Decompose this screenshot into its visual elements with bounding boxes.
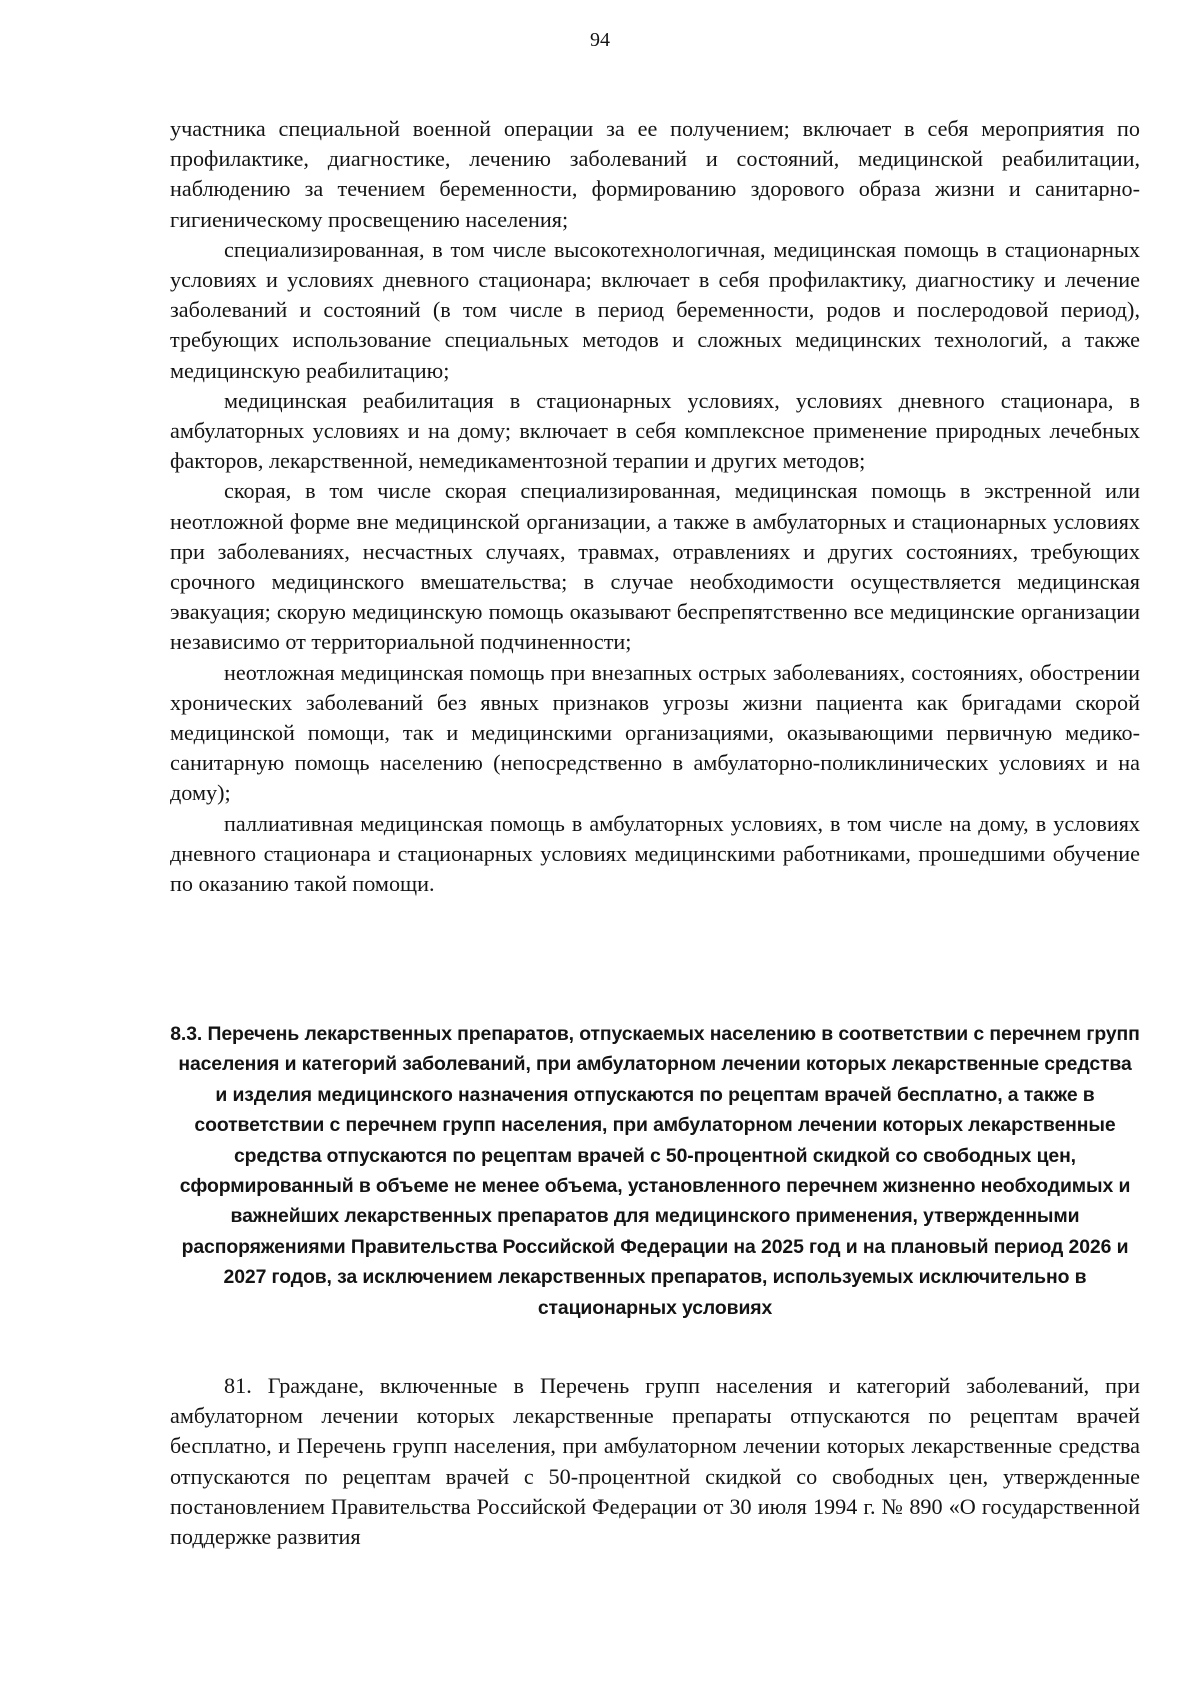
paragraph-emergency-care: скорая, в том числе скорая специализированная, медицинская помощь в экстренной или неотложной форме вне медицинской организации, а также в амбулаторных и стационарных условиях при заболеваниях, несчастных случаях, травмах, отравлениях и других состояниях, требующих срочного медицинского вмешательства; в случае необходимости осуществляется медицинская эвакуация; скорую медицинскую помощь оказывают беспрепятственно все медицинские организации независимо от территориальной подчиненности; — [170, 478, 1140, 655]
section-text — [170, 1371, 1140, 1552]
body-text — [170, 114, 1140, 899]
section-heading: 8.3. Перечень лекарственных препаратов, отпускаемых населению в соответствии с перечнем групп населения и категорий заболеваний, при амбулаторном лечении которых лекарственные средства и изделия медицинского назначения отпускаются по рецептам врачей бесплатно, а также в соответствии с перечнем групп населения, при амбулаторном лечении которых лекарственные средства отпускаются по рецептам врачей с 50-процентной скидкой со свободных цен, сформированный в объеме не менее объема, установленного перечнем жизненно необходимых и важнейших лекарственных препаратов для медицинского применения, утвержденными распоряжениями Правительства Российской Федерации на 2025 год и на плановый период 2026 и 2027 годов, за исключением лекарственных препаратов, используемых исключительно в стационарных условиях — [170, 1023, 1140, 1319]
page-number: 94 — [590, 29, 610, 51]
paragraph-rehabilitation: медицинская реабилитация в стационарных условиях, условиях дневного стационара, в амбулаторных условиях и на дому; включает в себя комплексное применение природных лечебных факторов, лекарственной, немедикаментозной терапии и других методов; — [170, 387, 1140, 474]
paragraph-81: 81. Граждане, включенные в Перечень групп населения и категорий заболеваний, при амбулаторном лечении которых лекарственные препараты отпускаются по рецептам врачей бесплатно, и Перечень групп населения, при амбулаторном лечении которых лекарственные средства отпускаются по рецептам врачей с 50-процентной скидкой со свободных цен, утвержденные постановлением Правительства Российской Федерации от 30 июля 1994 г. № 890 «О государственной поддержке развития — [170, 1373, 1140, 1550]
paragraph-palliative-care: паллиативная медицинская помощь в амбулаторных условиях, в том числе на дому, в условиях дневного стационара и стационарных условиях медицинскими работниками, прошедшими обучение по оказанию такой помощи. — [170, 810, 1140, 897]
paragraph-specialized-care: специализированная, в том числе высокотехнологичная, медицинская помощь в стационарных условиях и условиях дневного стационара; включает в себя профилактику, диагностику и лечение заболеваний и состояний (в том числе в период беременности, родов и послеродовой период), требующих использование специальных методов и сложных медицинских технологий, а также медицинскую реабилитацию; — [170, 236, 1140, 383]
paragraph-urgent-care: неотложная медицинская помощь при внезапных острых заболеваниях, состояниях, обострении хронических заболеваний без явных признаков угрозы жизни пациента как бригадами скорой медицинской помощи, так и медицинскими организациями, оказывающими первичную медико-санитарную помощь населению (непосредственно в амбулаторно-поликлинических условиях и на дому); — [170, 659, 1140, 806]
paragraph-continuation: участника специальной военной операции за ее получением; включает в себя мероприятия по профилактике, диагностике, лечению заболеваний и состояний, медицинской реабилитации, наблюдению за течением беременности, формированию здорового образа жизни и санитарно-гигиеническому просвещению населения; — [170, 116, 1140, 232]
